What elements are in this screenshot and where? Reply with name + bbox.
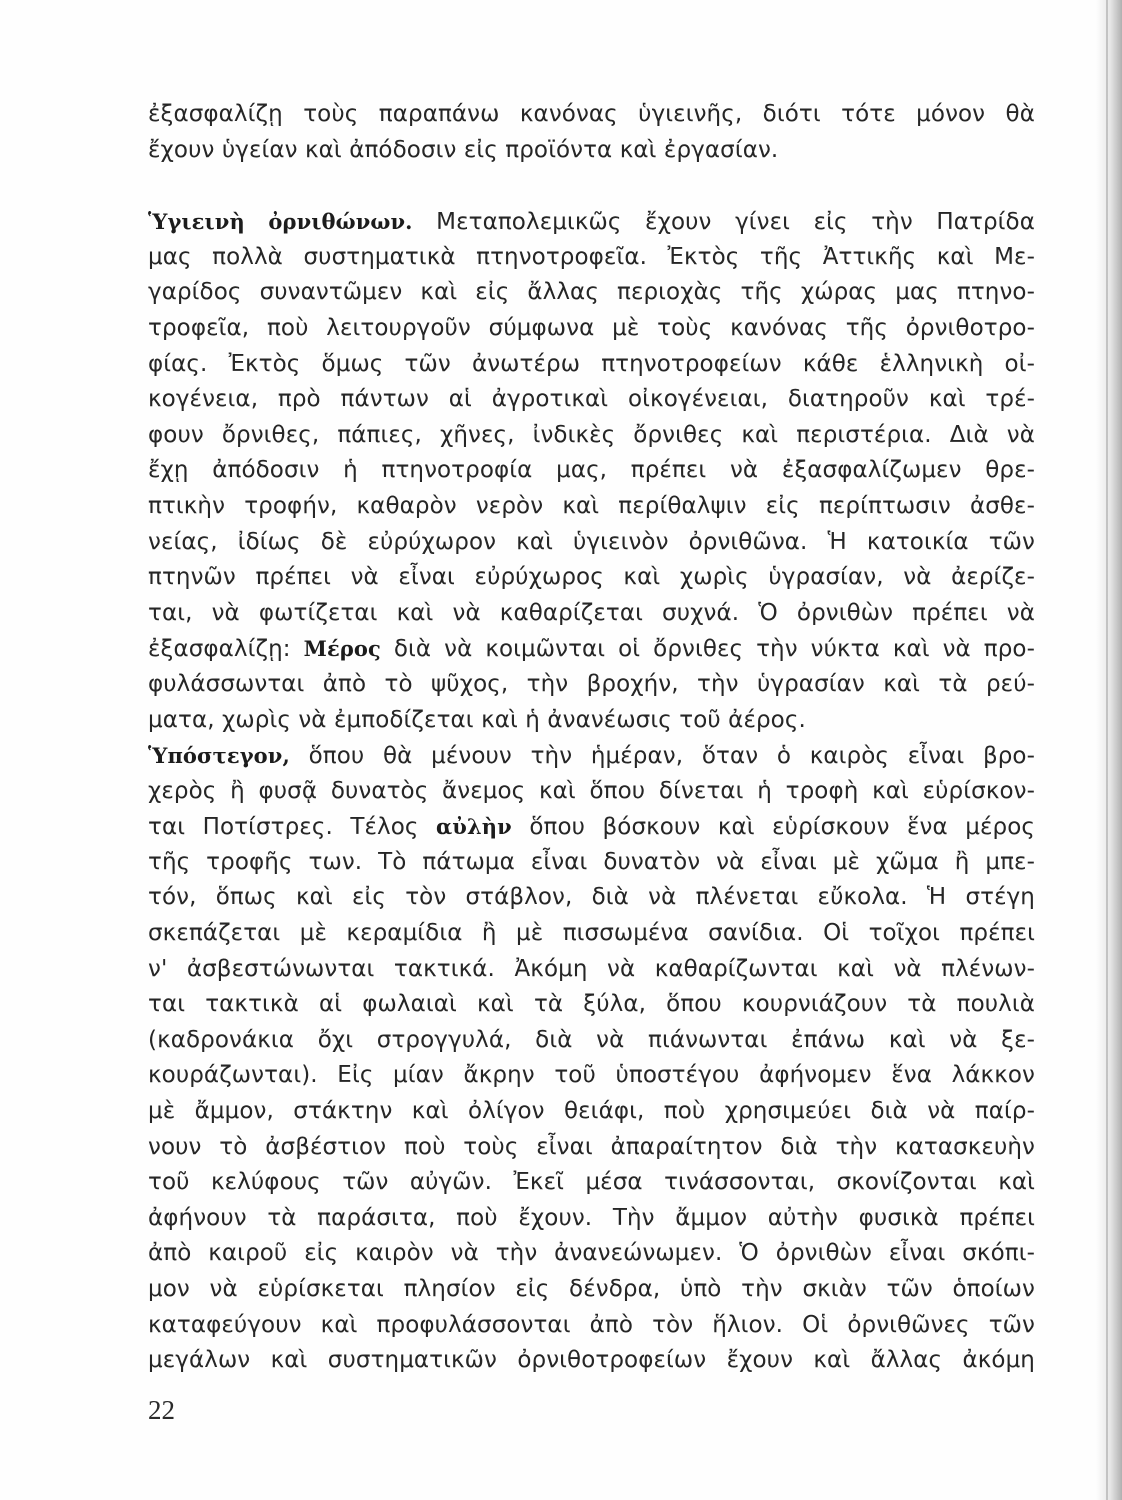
text-line: μας πολλὰ συστηματικὰ πτηνοτροφεῖα. Ἐκτὸς τῆς Ἀττικῆς καὶ Με- — [148, 243, 1035, 270]
text-line: ἔχῃ ἀπόδοσιν ἡ πτηνοτροφία μας, πρέπει νὰ ἐξασφαλίζωμεν θρε- — [148, 457, 1035, 484]
bold-term: Μέρος — [303, 636, 381, 662]
text-span: Μεταπολεμικῶς ἔχουν γίνει εἰς τὴν Πατρίδα — [412, 209, 1035, 236]
body-text — [148, 97, 1035, 1379]
text-line: μεγάλων καὶ συστηματικῶν ὀρνιθοτροφείων ἔχουν καὶ ἄλλας ἀκόμη — [148, 1347, 1035, 1374]
bold-term: αὐλὴν — [436, 814, 512, 840]
text-line: ται, νὰ φωτίζεται καὶ νὰ καθαρίζεται συχνά. Ὁ ὀρνιθὼν πρέπει νὰ — [148, 599, 1035, 626]
text-line: (καδρονάκια ὄχι στρογγυλά, διὰ νὰ πιάνωνται ἐπάνω καὶ νὰ ξε- — [148, 1026, 1035, 1053]
text-line: τροφεῖα, ποὺ λειτουργοῦν σύμφωνα μὲ τοὺς κανόνας τῆς ὀρνιθοτρο- — [148, 314, 1035, 341]
section-heading: Ὑγιεινὴ ὀρνιθώνων. — [148, 209, 413, 235]
text-line: ἀπὸ καιροῦ εἰς καιρὸν νὰ τὴν ἀνανεώνωμεν. Ὁ ὀρνιθὼν εἶναι σκόπι- — [148, 1240, 1035, 1267]
text-line: ἔχουν ὑγείαν καὶ ἀπόδοσιν εἰς προϊόντα καὶ ἐργασίαν. — [148, 136, 779, 163]
text-line: γαρίδος συναντῶμεν καὶ εἰς ἄλλας περιοχὰς τῆς χώρας μας πτηνο- — [148, 279, 1035, 306]
text-line — [148, 204, 1035, 240]
text-span: ὅπου θὰ μένουν τὴν ἡμέραν, ὅταν ὁ καιρὸς εἶναι βρο- — [289, 743, 1035, 770]
text-line: ται τακτικὰ αἱ φωλαιαὶ καὶ τὰ ξύλα, ὅπου κουρνιάζουν τὰ πουλιὰ — [148, 991, 1035, 1018]
text-line: κουράζωνται). Εἰς μίαν ἄκρην τοῦ ὑποστέγου ἀφήνομεν ἕνα λάκκον — [148, 1062, 1035, 1089]
text-line: ματα, χωρὶς νὰ ἐμποδίζεται καὶ ἡ ἀνανέωσις τοῦ ἀέρος. — [148, 706, 806, 733]
text-line: πτικὴν τροφήν, καθαρὸν νερὸν καὶ περίθαλψιν εἰς περίπτωσιν ἀσθε- — [148, 492, 1035, 519]
text-line: φυλάσσωνται ἀπὸ τὸ ψῦχος, τὴν βροχήν, τὴν ὑγρασίαν καὶ τὰ ρεύ- — [148, 670, 1035, 697]
page-edge-shadow — [1096, 0, 1122, 1500]
text-line — [148, 738, 1035, 774]
text-span: ἐξασφαλίζῃ: — [148, 636, 304, 663]
text-line: τόν, ὅπως καὶ εἰς τὸν στάβλον, διὰ νὰ πλένεται εὔκολα. Ἡ στέγη — [148, 884, 1035, 911]
text-line: τῆς τροφῆς των. Τὸ πάτωμα εἶναι δυνατὸν νὰ εἶναι μὲ χῶμα ἢ μπε- — [148, 848, 1035, 875]
text-span: ται Ποτίστρες. Τέλος — [148, 814, 437, 841]
page-edge-line — [1106, 0, 1108, 1500]
text-line: κογένεια, πρὸ πάντων αἱ ἀγροτικαὶ οἰκογένειαι, διατηροῦν καὶ τρέ- — [148, 386, 1035, 413]
text-line: νουν τὸ ἀσβέστιον ποὺ τοὺς εἶναι ἀπαραίτητον διὰ τὴν κατασκευὴν — [148, 1133, 1035, 1160]
text-line: ἐξασφαλίζῃ τοὺς παραπάνω κανόνας ὑγιεινῆς, διότι τότε μόνον θὰ — [148, 101, 1035, 127]
text-span: διὰ νὰ κοιμῶνται οἱ ὄρνιθες τὴν νύκτα καὶ νὰ προ- — [380, 636, 1035, 663]
text-line: πτηνῶν πρέπει νὰ εἶναι εὐρύχωρος καὶ χωρὶς ὑγρασίαν, νὰ ἀερίζε- — [148, 564, 1035, 591]
text-span: ὅπου βόσκουν καὶ εὑρίσκουν ἕνα μέρος — [511, 814, 1035, 841]
page-number: 22 — [148, 1395, 175, 1425]
text-line: σκεπάζεται μὲ κεραμίδια ἢ μὲ πισσωμένα σανίδια. Οἱ τοῖχοι πρέπει — [148, 920, 1035, 947]
text-line: ἀφήνουν τὰ παράσιτα, ποὺ ἔχουν. Τὴν ἄμμον αὐτὴν φυσικὰ πρέπει — [148, 1204, 1035, 1231]
bold-term: Ὑπόστεγον, — [148, 743, 290, 769]
text-line — [148, 631, 1035, 667]
text-line: μὲ ἄμμον, στάκτην καὶ ὀλίγον θειάφι, ποὺ χρησιμεύει διὰ νὰ παίρ- — [148, 1098, 1035, 1125]
paragraph-gap — [148, 168, 1035, 204]
text-line: φίας. Ἐκτὸς ὅμως τῶν ἀνωτέρω πτηνοτροφείων κάθε ἑλληνικὴ οἰ- — [148, 350, 1035, 377]
text-line: φουν ὄρνιθες, πάπιες, χῆνες, ἰνδικὲς ὄρνιθες καὶ περιστέρια. Διὰ νὰ — [148, 421, 1035, 448]
text-line: ν' ἀσβεστώνωνται τακτικά. Ἀκόμη νὰ καθαρίζωνται καὶ νὰ πλένων- — [148, 955, 1035, 982]
text-line: τοῦ κελύφους τῶν αὐγῶν. Ἐκεῖ μέσα τινάσσονται, σκονίζονται καὶ — [148, 1169, 1035, 1196]
text-line: καταφεύγουν καὶ προφυλάσσονται ἀπὸ τὸν ἥλιον. Οἱ ὀρνιθῶνες τῶν — [148, 1311, 1035, 1338]
text-line: χερὸς ἢ φυσᾷ δυνατὸς ἄνεμος καὶ ὅπου δίνεται ἡ τροφὴ καὶ εὑρίσκον- — [148, 777, 1035, 804]
text-line: νείας, ἰδίως δὲ εὐρύχωρον καὶ ὑγιεινὸν ὀρνιθῶνα. Ἡ κατοικία τῶν — [148, 528, 1035, 555]
text-line — [148, 809, 1035, 845]
text-line: μον νὰ εὑρίσκεται πλησίον εἰς δένδρα, ὑπὸ τὴν σκιὰν τῶν ὁποίων — [148, 1276, 1035, 1302]
